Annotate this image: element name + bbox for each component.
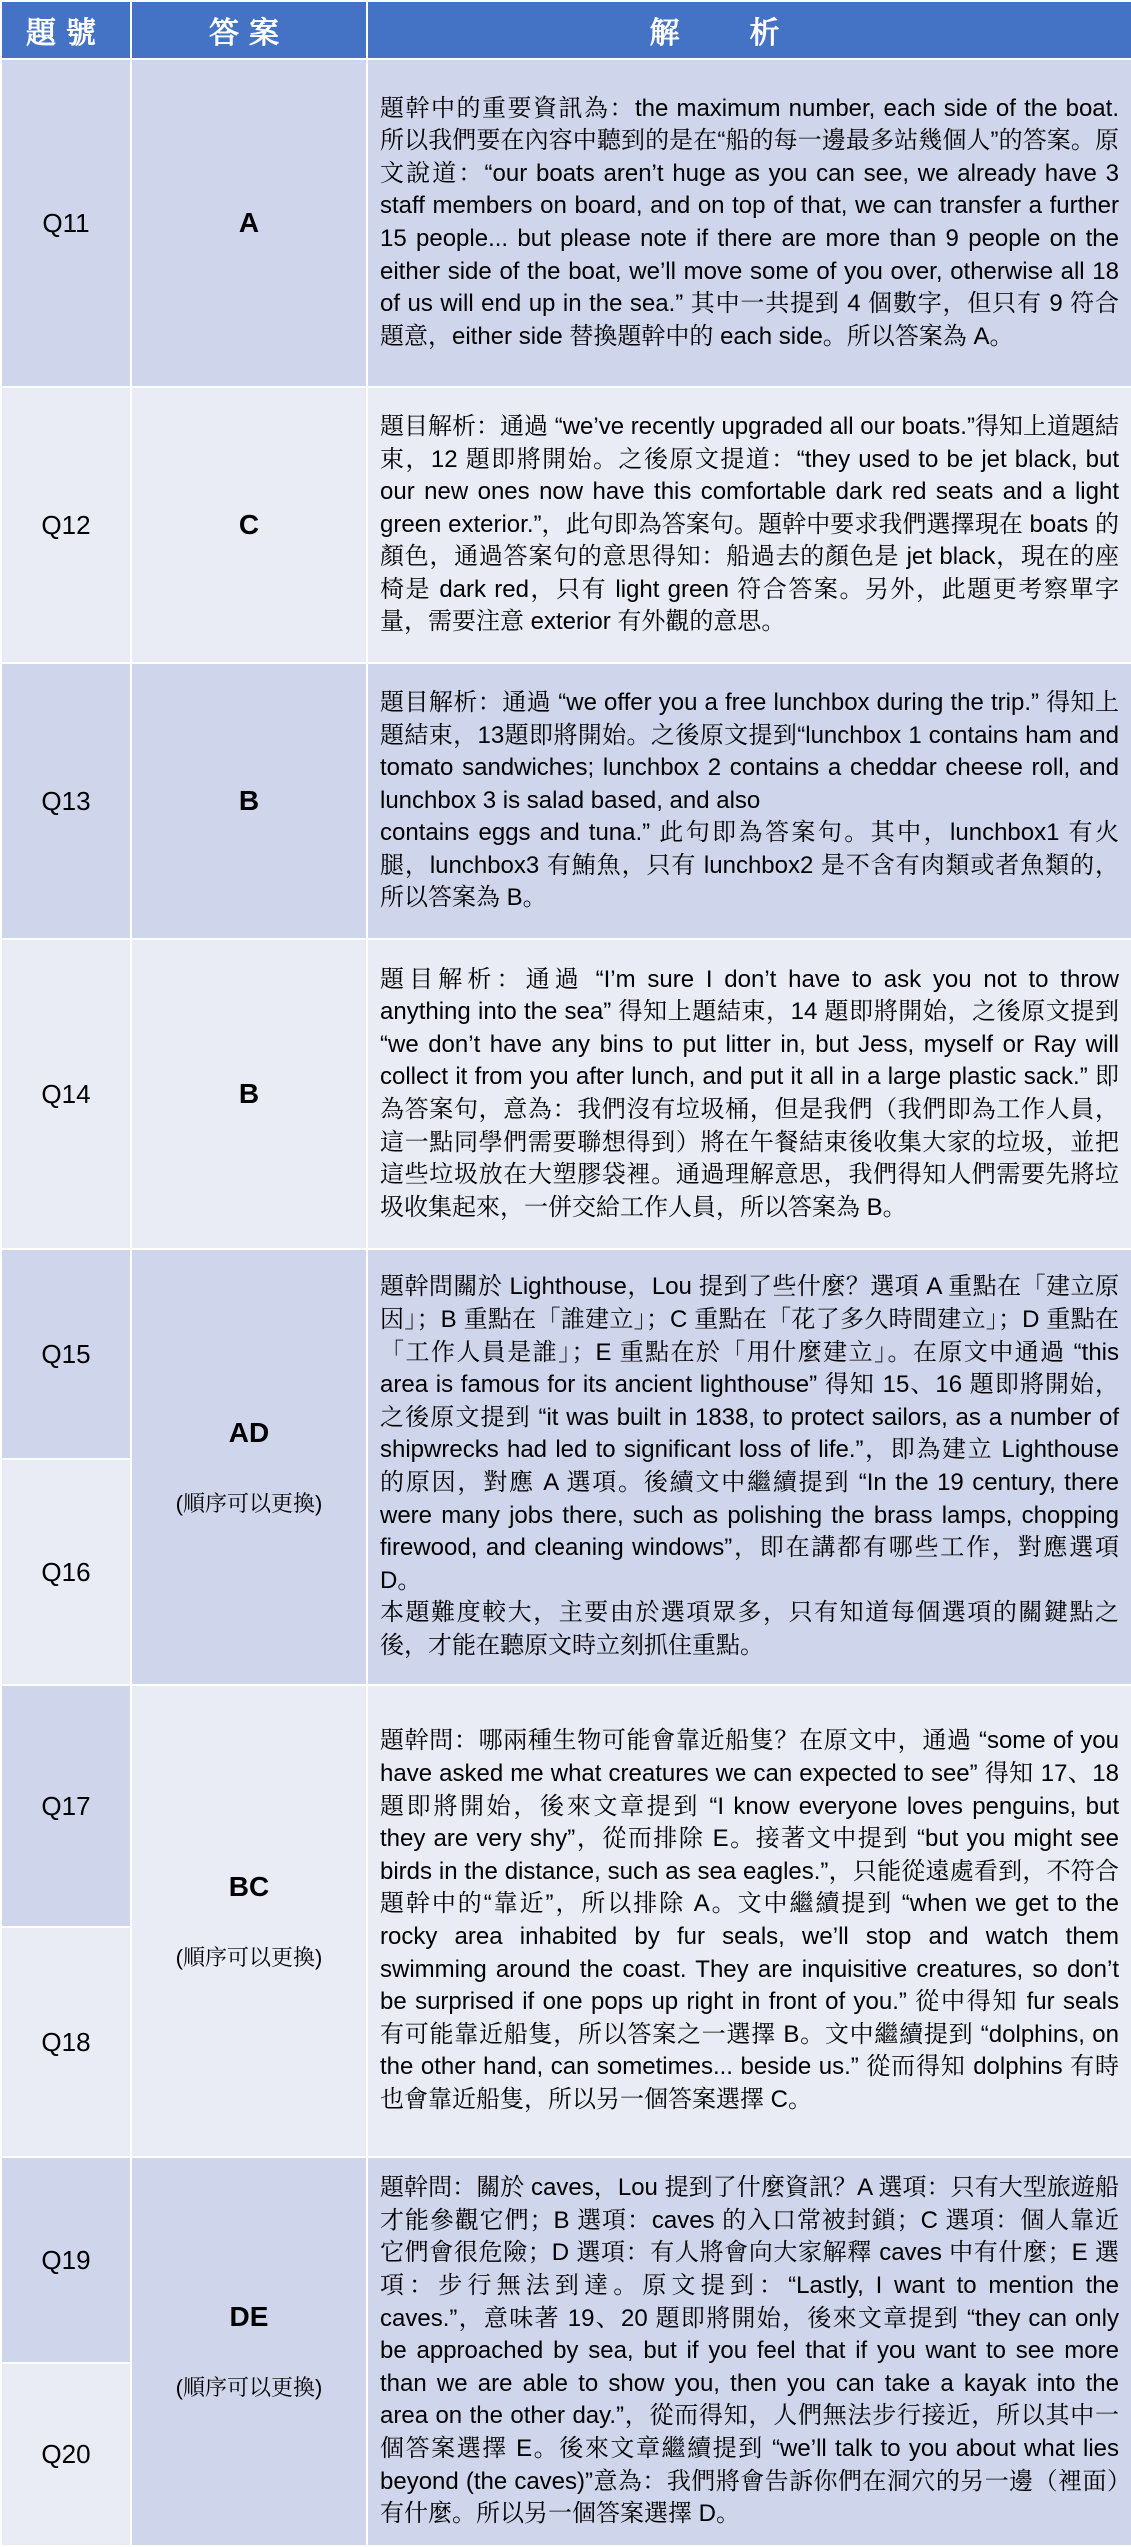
table-row [1, 2157, 1131, 2363]
table-row [1, 387, 1131, 663]
answer-cell [131, 387, 367, 663]
question-number: Q12 [1, 387, 131, 663]
header-row [1, 1, 1131, 59]
header-question: 題號 [1, 1, 131, 59]
explanation-text: 題幹問關於 Lighthouse，Lou 提到了些什麼？選項 A 重點在「建立原因」；B 重點在「誰建立」；C 重點在「花了多久時間建立」；D 重點在「工作人員是誰」；E 重點在於「用什麼建立」。在原文中通過 “this area is famous for its ancient lighthouse” 得知 15、16 題即將開始，之後原文提到 “it was built in 1838, to protect sailors, as a number of shipwrecks had led to significant loss of life.”，即為建立 Lighthouse 的原因，對應 A 選項。後續文中繼續提到 “In the 19 century, there were many jobs there, such as polishing the brass lamps, chopping firewood, and cleaning windows”，即在講都有哪些工作，對應選項 D。 本題難度較大，主要由於選項眾多，只有知道每個選項的關鍵點之後，才能在聽原文時立刻抓住重點。 [367, 1249, 1131, 1685]
table-row [1, 663, 1131, 939]
answer-text: AD [228, 1416, 270, 1448]
question-number: Q20 [1, 2363, 131, 2546]
question-number: Q18 [1, 1927, 131, 2157]
question-number: Q13 [1, 663, 131, 939]
order-note: (順序可以更換) [175, 1944, 323, 1970]
answer-cell [131, 1249, 367, 1685]
answer-cell [131, 939, 367, 1249]
question-number: Q14 [1, 939, 131, 1249]
explanation-text: 題目解析：通過 “I’m sure I don’t have to ask you not to throw anything into the sea” 得知上題結束，14 題即將開始，之後原文提到 “we don’t have any bins to put litter in, but Jess, myself or Ray will collect it from you after lunch, and put it all in a large plastic sack.” 即為答案句，意為：我們沒有垃圾桶，但是我們（我們即為工作人員，這一點同學們需要聯想得到）將在午餐結束後收集大家的垃圾，並把這些垃圾放在大塑膠袋裡。通過理解意思，我們得知人們需要先將垃圾收集起來，一併交給工作人員，所以答案為 B。 [367, 939, 1131, 1249]
answer-text: A [238, 207, 260, 238]
answer-cell [131, 59, 367, 387]
table-row [1, 939, 1131, 1249]
answer-cell [131, 2157, 367, 2546]
question-number: Q16 [1, 1459, 131, 1685]
explanation-text: 題幹問：哪兩種生物可能會靠近船隻？在原文中，通過 “some of you have asked me what creatures we can expected to see” 得知 17、18 題即將開始，後來文章提到 “I know everyone loves penguins, but they are very shy”，從而排除 E。接著文中提到 “but you might see birds in the distance, such as sea eagles.”，只能從遠處看到，不符合題幹中的“靠近”，所以排除 A。文中繼續提到 “when we get to the rocky area inhabited by fur seals, we’ll stop and watch them swimming around the coast. They are inquisitive creatures, so don’t be surprised if one pops up right in front of you.” 從中得知 fur seals 有可能靠近船隻，所以答案之一選擇 B。文中繼續提到 “dolphins, on the other hand, can sometimes... beside us.” 從而得知 dolphins 有時也會靠近船隻，所以另一個答案選擇 C。 [367, 1685, 1131, 2157]
table-row [1, 1249, 1131, 1459]
question-number: Q15 [1, 1249, 131, 1459]
question-number: Q19 [1, 2157, 131, 2363]
answer-text: B [238, 1078, 260, 1109]
header-answer: 答案 [131, 1, 367, 59]
table-row [1, 1685, 1131, 1927]
question-number: Q11 [1, 59, 131, 387]
answer-text: C [238, 509, 260, 540]
explanation-text: 題幹問：關於 caves，Lou 提到了什麼資訊？A 選項：只有大型旅遊船才能參觀它們；B 選項：caves 的入口常被封鎖；C 選項：個人靠近它們會很危險；D 選項：有人將會向大家解釋 caves 中有什麼；E 選項：步行無法到達。原文提到：“Lastly, I want to mention the caves.”，意味著 19、20 題即將開始，後來文章提到 “they can only be approached by sea, but if you feel that if you want to see more than we are able to show you, then you can take a kayak into the area on the other day.”，從而得知，人們無法步行接近，所以其中一個答案選擇 E。後來文章繼續提到 “we’ll talk to you about what lies beyond (the caves)”意為：我們將會告訴你們在洞穴的另一邊（裡面）有什麼。所以另一個答案選擇 D。 [367, 2157, 1131, 2546]
answer-text: B [238, 785, 260, 816]
answer-text: BC [228, 1870, 270, 1902]
order-note: (順序可以更換) [175, 1490, 323, 1516]
explanation-text: 題目解析：通過 “we’ve recently upgraded all our boats.”得知上道題結束，12 題即將開始。之後原文提道：“they used to be jet black, but our new ones now have this comfortable dark red seats and a light green exterior.”，此句即為答案句。題幹中要求我們選擇現在 boats 的顏色，通過答案句的意思得知：船過去的顏色是 jet black，現在的座椅是 dark red，只有 light green 符合答案。另外，此題更考察單字量，需要注意 exterior 有外觀的意思。 [367, 387, 1131, 663]
answer-text: DE [229, 2301, 269, 2332]
table-row [1, 59, 1131, 387]
answer-cell [131, 663, 367, 939]
explanation-text: 題幹中的重要資訊為：the maximum number, each side of the boat. 所以我們要在內容中聽到的是在“船的每一邊最多站幾個人”的答案。原文說道：“our boats aren’t huge as you can see, we already have 3 staff members on board, and on top of that, we can transfer a further 15 people... but please note if there are more than 9 people on the either side of the boat, we’ll move some of you over, otherwise all 18 of us will end up in the sea.” 其中一共提到 4 個數字，但只有 9 符合題意，either side 替換題幹中的 each side。所以答案為 A。 [367, 59, 1131, 387]
order-note: (順序可以更換) [175, 2375, 323, 2400]
header-explanation: 解析 [367, 1, 1131, 59]
question-number: Q17 [1, 1685, 131, 1927]
explanation-text: 題目解析：通過 “we offer you a free lunchbox during the trip.” 得知上題結束，13題即將開始。之後原文提到“lunchbox 1 contains ham and tomato sandwiches; lunchbox 2 contains a cheddar cheese roll, and lunchbox 3 is salad based, and also contains eggs and tuna.” 此句即為答案句。其中，lunchbox1 有火腿，lunchbox3 有鮪魚，只有 lunchbox2 是不含有肉類或者魚類的，所以答案為 B。 [367, 663, 1131, 939]
answer-cell [131, 1685, 367, 2157]
